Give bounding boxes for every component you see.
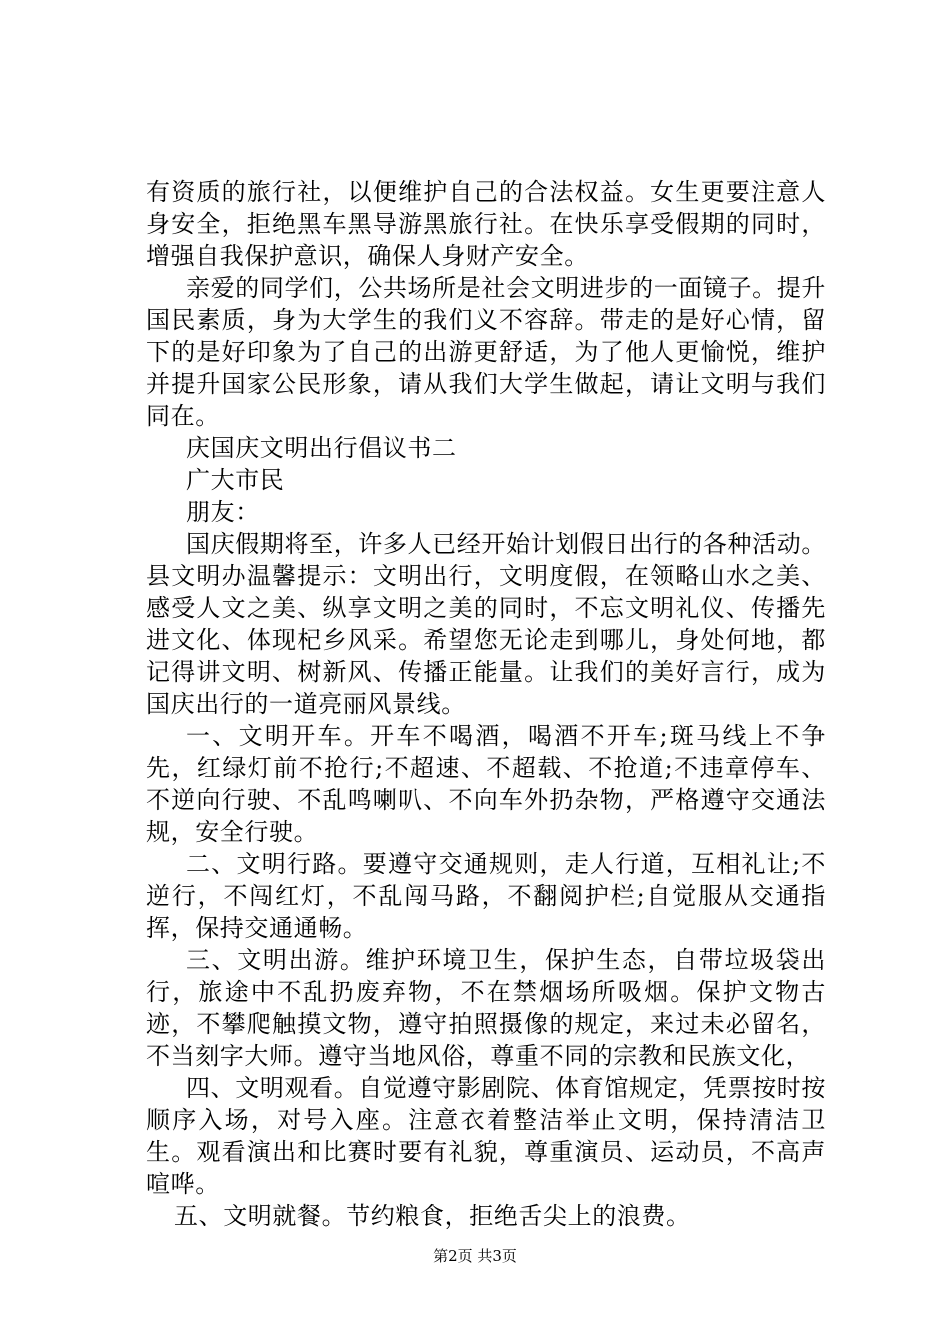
item-civil-watching: 四、文明观看。自觉遵守影剧院、体育馆规定，凭票按时按顺序入场，对号入座。注意衣着整洁举止文明，保持清洁卫生。观看演出和比赛时要有礼貌，尊重演员、运动员，不高声喧哗。 [146,1074,826,1198]
page-footer [0,1246,950,1266]
item-civil-driving: 一、文明开车。开车不喝酒，喝酒不开车;斑马线上不争先，红绿灯前不抢行;不超速、不超载、不抢道;不违章停车、不逆向行驶、不乱鸣喇叭、不向车外扔杂物，严格遵守交通法规，安全行驶。 [146,722,826,846]
salutation-line-1: 广大市民 [186,466,285,494]
paragraph-students-appeal: 亲爱的同学们，公共场所是社会文明进步的一面镜子。提升国民素质，身为大学生的我们义不容辞。带走的是好心情，留下的是好印象为了自己的出游更舒适，为了他人更愉悦，维护并提升国家公民形象，请从我们大学生做起，请让文明与我们同在。 [146,274,826,430]
paragraph-intro: 国庆假期将至，许多人已经开始计划假日出行的各种活动。县文明办温馨提示：文明出行，文明度假，在领略山水之美、感受人文之美、纵享文明之美的同时，不忘文明礼仪、传播先进文化、体现杞乡风采。希望您无论走到哪儿，身处何地，都记得讲文明、树新风、传播正能量。让我们的美好言行，成为国庆出行的一道亮丽风景线。 [146,530,826,718]
section-title: 庆国庆文明出行倡议书二 [186,434,457,462]
item-civil-touring: 三、文明出游。维护环境卫生，保护生态，自带垃圾袋出行，旅途中不乱扔废弃物，不在禁烟场所吸烟。保护文物古迹，不攀爬触摸文物，遵守拍照摄像的规定，来过未必留名，不当刻字大师。遵守当地风俗，尊重不同的宗教和民族文化， [146,946,826,1070]
item-civil-dining: 五、文明就餐。节约粮食，拒绝舌尖上的浪费。 [174,1202,691,1230]
page-number-label: 第2页 共3页 [433,1247,517,1265]
item-civil-walking: 二、文明行路。要遵守交通规则，走人行道，互相礼让;不逆行，不闯红灯，不乱闯马路，不翻阅护栏;自觉服从交通指挥，保持交通通畅。 [146,850,826,942]
salutation-line-2: 朋友： [186,498,260,526]
document-body [146,176,826,1232]
paragraph-continuation: 有资质的旅行社，以便维护自己的合法权益。女生更要注意人身安全，拒绝黑车黑导游黑旅行社。在快乐享受假期的同时，增强自我保护意识，确保人身财产安全。 [146,178,826,270]
